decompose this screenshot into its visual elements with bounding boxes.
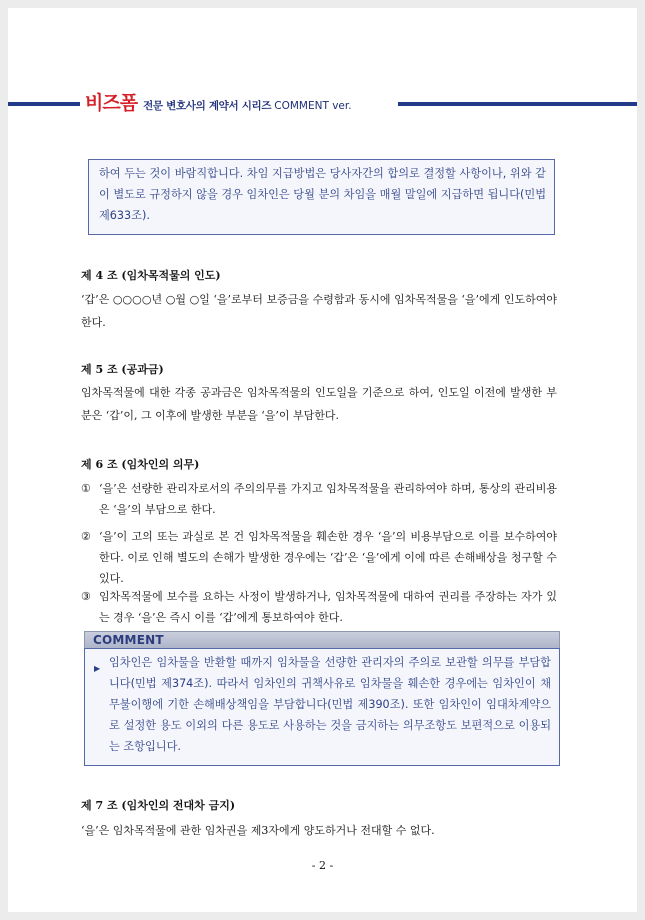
page-number: - 2 -: [311, 859, 334, 872]
header-rule-right: [398, 102, 637, 106]
item-text: ‘을’은 선량한 관리자로서의 주의의무를 가지고 임차목적물을 관리하여야 하며, 통상의 관리비용은 ‘을’의 부담으로 한다.: [99, 482, 557, 516]
article-4-title: 제 4 조 (임차목적물의 인도): [81, 269, 221, 282]
header-title: [85, 88, 352, 115]
article-4-body: ‘갑’은 ○○○○년 ○월 ○일 ‘을’로부터 보증금을 수령함과 동시에 임차목적물을 ‘을’에게 인도하여야 한다.: [81, 293, 557, 329]
article-7-title: 제 7 조 (임차인의 전대차 금지): [81, 799, 236, 812]
comment-header: [84, 631, 560, 649]
article-7-body: ‘을’은 임차목적물에 관한 임차권을 제3자에게 양도하거나 전대할 수 없다.: [81, 824, 435, 837]
article-6-title: 제 6 조 (임차인의 의무): [81, 458, 200, 471]
comment-text: 임차인은 임차물을 반환할 때까지 임차물을 선량한 관리자의 주의로 보관할 의무를 부담합니다(민법 제374조). 따라서 임차인의 귀책사유로 임차물을 훼손한 경우에는 임차인이 채무불이행에 기한 손해배상책임을 부담합니다(민법 제390조). 또한 임차인이 임대차계약으로 설정한 용도 이외의 다른 용도로 사용하는 것을 금지하는 의무조항도 보편적으로 이용되는 조항입니다.: [109, 656, 551, 753]
item-number: ①: [81, 482, 91, 495]
comment-label: COMMENT: [93, 633, 164, 647]
article-5-title: 제 5 조 (공과금): [81, 363, 164, 376]
comment-box: [84, 648, 560, 766]
note-box: [88, 159, 555, 235]
item-number: ③: [81, 590, 91, 603]
item-text: 임차목적물에 보수를 요하는 사정이 발생하거나, 임차목적물에 대하여 권리를 주장하는 자가 있는 경우 ‘을’은 즉시 이를 ‘갑’에게 통보하여야 한다.: [99, 590, 557, 624]
header-rule-left: [8, 102, 80, 106]
item-number: ②: [81, 530, 91, 543]
triangle-bullet-icon: ▶: [94, 664, 101, 673]
series-subtitle: 전문 변호사의 계약서 시리즈: [143, 100, 272, 112]
item-text: ‘을’이 고의 또는 과실로 본 건 임차목적물을 훼손한 경우 ‘을’의 비용부담으로 이를 보수하여야 한다. 이로 인해 별도의 손해가 발생한 경우에는 ‘갑’은 ‘을’에게 이에 따른 손해배상을 청구할 수 있다.: [99, 530, 557, 585]
series-version: COMMENT ver.: [274, 100, 352, 112]
note-text: 하여 두는 것이 바람직합니다. 차임 지급방법은 당사자간의 합의로 결정할 사항이나, 위와 같이 별도로 규정하지 않을 경우 임차인은 당월 분의 차임을 매월 말일에 지급하면 됩니다(민법 제633조).: [99, 167, 546, 222]
document-page: [8, 8, 637, 912]
page-header: [8, 88, 637, 114]
brand-logo-text: 비즈폼: [85, 92, 138, 114]
article-5-body: 임차목적물에 대한 각종 공과금은 임차목적물의 인도일을 기준으로 하여, 인도일 이전에 발생한 부분은 ‘갑’이, 그 이후에 발생한 부분을 ‘을’이 부담한다.: [81, 386, 557, 422]
